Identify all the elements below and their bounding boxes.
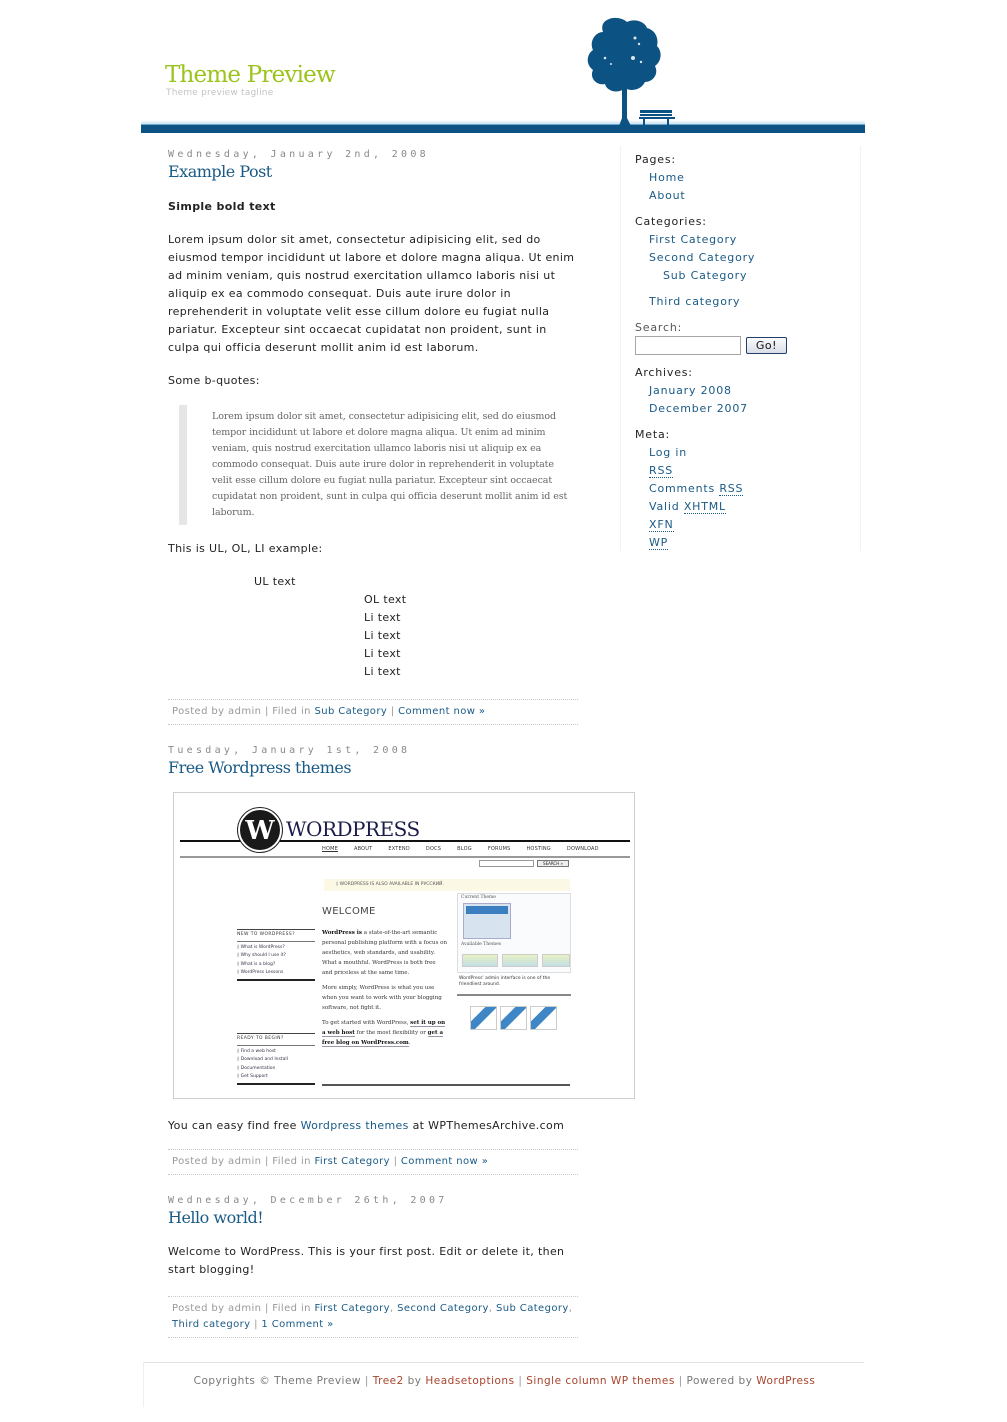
rss-abbr: RSS xyxy=(719,482,744,495)
sidebar-page-home[interactable]: Home xyxy=(649,171,685,184)
screenshot-heading: READY TO BEGIN? xyxy=(237,1033,315,1046)
screenshot-text: To get started with WordPress, xyxy=(322,1020,411,1026)
post-title-link[interactable]: Hello world! xyxy=(168,1208,264,1227)
screenshot-notice: ◊ WORDPRESS IS ALSO AVAILABLE IN РУССКИЙ. xyxy=(324,879,570,891)
comma: , xyxy=(488,1303,496,1314)
screenshot-rule xyxy=(237,979,315,981)
li-item: Li text xyxy=(364,647,401,660)
meta-valid-xhtml-link[interactable] xyxy=(649,500,726,513)
meta-comments-rss-link[interactable] xyxy=(649,482,743,495)
comments-label: Comments xyxy=(649,482,720,495)
category-link[interactable]: Third category xyxy=(172,1319,251,1330)
site-tagline: Theme preview tagline xyxy=(166,88,274,98)
main-content xyxy=(168,148,599,1338)
valid-label: Valid xyxy=(649,500,684,513)
post-body xyxy=(168,198,578,681)
comma: , xyxy=(389,1303,398,1314)
screenshot-nav-item: ABOUT xyxy=(353,846,373,852)
post-free-wordpress-themes xyxy=(168,744,599,1175)
screenshot-side-item: ◊ Find a web host xyxy=(237,1048,276,1054)
screenshot-side-item: ◊ Get Support xyxy=(237,1074,268,1079)
wordpress-wordmark: WORDPRESS xyxy=(286,817,420,841)
ul-item: UL text xyxy=(254,575,296,588)
screenshot-side-item: ◊ What is a blog? xyxy=(237,961,276,967)
footer-text xyxy=(144,1375,865,1387)
screenshot-side-item: ◊ Documentation xyxy=(237,1065,276,1071)
site-title[interactable]: Theme Preview xyxy=(165,62,335,88)
header-ground-bar xyxy=(141,124,865,133)
screenshot-admin-preview xyxy=(457,893,571,973)
screenshot-rule xyxy=(322,1084,570,1086)
sidebar xyxy=(620,146,861,551)
archive-january-2008[interactable]: January 2008 xyxy=(649,384,732,397)
archive-december-2007[interactable]: December 2007 xyxy=(649,402,748,415)
bquote-label: Some b-quotes: xyxy=(168,374,260,387)
screenshot-theme-thumb xyxy=(462,954,498,967)
category-link[interactable]: Sub Category xyxy=(314,706,388,717)
search-input[interactable] xyxy=(635,336,741,355)
meta-xfn-link[interactable] xyxy=(649,518,674,531)
screenshot-link: set it up on a web host xyxy=(322,1020,446,1036)
screenshot-text: More simply, WordPress is what you use when you want to work with your blogging software, not fight it. xyxy=(322,985,442,1011)
screenshot-nav-item: EXTEND xyxy=(388,846,410,852)
screenshot-nav-item: HOSTING xyxy=(526,846,551,852)
screenshot-theme-thumb xyxy=(463,903,511,939)
posted-by-text: Posted by admin | Filed in xyxy=(172,706,315,717)
screenshot-side-item: ◊ What is WordPress? xyxy=(237,944,285,950)
meta-heading: Meta: xyxy=(635,428,671,441)
screenshot-lead: WordPress is xyxy=(322,930,362,936)
post-hello-world xyxy=(168,1194,578,1338)
screenshot-thumb xyxy=(500,1006,527,1030)
post-body xyxy=(168,1117,578,1136)
screenshot-rule xyxy=(180,856,630,858)
screenshot-nav xyxy=(322,846,615,852)
screenshot-rule xyxy=(457,994,571,996)
wordpress-link[interactable]: WordPress xyxy=(756,1375,816,1387)
search-go-button[interactable]: Go! xyxy=(746,337,787,354)
post-date: Wednesday, January 2nd, 2008 xyxy=(168,149,429,160)
screenshot-caption: WordPress' admin interface is one of the friendliest around. xyxy=(459,976,551,987)
screenshot-welcome-text: WordPress is a state-of-the-art semantic personal publishing platform with a focus on aesthetics, web standards, and usability. What a mouthful. WordPress is both free and priceless at the same time. More simply, WordPress is what you use when you want to work with your blogging software, not fight it. To get started with WordPress, set it up on a web host for the most flexibility or get a free blog on WordPress.com. xyxy=(322,930,448,1046)
screenshot-side-item: ◊ Why should I use it? xyxy=(237,953,286,958)
wordpress-logo-icon: W xyxy=(238,808,282,852)
screenshot-welcome: WELCOME xyxy=(322,906,376,917)
tree2-link[interactable]: Tree2 xyxy=(372,1375,404,1387)
copyright-text: Copyrights © Theme Preview xyxy=(193,1375,362,1387)
blockquote: Lorem ipsum dolor sit amet, consectetur adipisicing elit, sed do eiusmod tempor incididunt ut labore et dolore magna aliqua. Ut enim ad minim veniam, quis nostrud exercitation ullamco laboris nisi ut aliquip ex ea commodo consequat. Duis aute irure dolor in reprehenderit in voluptate velit esse cillum dolore eu fugiat nulla pariatur. Excepteur sint occaecat cupidatat non proident, sunt in culpa qui officia deserunt mollit anim id est laborum. xyxy=(179,405,577,525)
meta-separator: | xyxy=(250,1319,262,1330)
archives-heading: Archives: xyxy=(635,366,693,379)
comma: , xyxy=(568,1303,573,1314)
bold-text: Simple bold text xyxy=(168,200,276,213)
li-item: Li text xyxy=(364,611,401,624)
posted-by-text: Posted by admin | Filed in xyxy=(172,1303,315,1314)
li-item: Li text xyxy=(364,665,401,678)
screenshot-nav-item: BLOG xyxy=(457,846,472,852)
meta-separator: | xyxy=(387,706,399,717)
screenshot-search-box xyxy=(479,860,534,867)
comment-link[interactable]: Comment now » xyxy=(398,706,486,717)
post-meta xyxy=(168,699,578,725)
xhtml-abbr: XHTML xyxy=(683,500,726,513)
headsetoptions-link[interactable]: Headsetoptions xyxy=(425,1375,515,1387)
category-link[interactable]: Second Category xyxy=(397,1303,489,1314)
sidebar-category-second[interactable]: Second Category xyxy=(649,251,756,264)
ol-list xyxy=(364,591,578,681)
screenshot-side-item: ◊ WordPress Lessons xyxy=(237,970,284,975)
comment-link[interactable]: Comment now » xyxy=(400,1156,489,1167)
wordpress-screenshot-image xyxy=(173,792,635,1099)
comment-link[interactable]: 1 Comment » xyxy=(261,1319,334,1330)
screenshot-new-box xyxy=(237,929,315,981)
screenshot-thumb xyxy=(470,1006,497,1030)
post-date: Wednesday, December 26th, 2007 xyxy=(168,1195,448,1206)
paragraph: Lorem ipsum dolor sit amet, consectetur adipisicing elit, sed do eiusmod tempor incididunt ut labore et dolore magna aliqua. Ut enim ad minim veniam, quis nostrud exercitation ullamco laboris nisi ut aliquip ex ea commodo consequat. Duis aute irure dolor in reprehenderit in voluptate velit esse cillum dolore eu fugiat nulla pariatur. Excepteur sint occaecat cupidatat non proident, sunt in culpa qui officia deserunt mollit anim id est laborum. xyxy=(168,233,575,354)
screenshot-search-button: SEARCH » xyxy=(537,860,569,867)
footer-separator: | xyxy=(361,1375,373,1387)
single-column-themes-link[interactable]: Single column WP themes xyxy=(526,1375,675,1387)
screenshot-thumb xyxy=(530,1006,557,1030)
category-link[interactable]: First Category xyxy=(314,1303,390,1314)
screenshot-label: Available Themes xyxy=(461,942,502,947)
footer-separator: | xyxy=(674,1375,687,1387)
tree-bench-illustration-icon xyxy=(579,14,679,129)
screenshot-nav-item: DOWNLOAD xyxy=(566,846,599,852)
sidebar-page-about[interactable]: About xyxy=(649,189,686,202)
posted-by-text: Posted by admin | Filed in xyxy=(172,1156,315,1167)
body-text: at WPThemesArchive.com xyxy=(408,1119,565,1132)
post-example xyxy=(168,148,578,725)
post-date: Tuesday, January 1st, 2008 xyxy=(168,745,411,756)
screenshot-text: for the most flexibility or xyxy=(354,1030,428,1036)
screenshot-side-item: ◊ Download and Install xyxy=(237,1057,288,1062)
screenshot-nav-item: DOCS xyxy=(425,846,442,852)
pages-heading: Pages: xyxy=(635,153,676,166)
screenshot-ready-box xyxy=(237,1033,315,1085)
screenshot-theme-thumb xyxy=(502,954,538,967)
screenshot-theme-thumb xyxy=(542,954,570,967)
category-link[interactable]: Sub Category xyxy=(496,1303,569,1314)
site-footer xyxy=(143,1362,864,1407)
screenshot-nav-item: FORUMS xyxy=(487,846,511,852)
screenshot-label: Current Theme xyxy=(461,895,496,900)
sidebar-category-sub[interactable]: Sub Category xyxy=(663,269,748,282)
list-label: This is UL, OL, LI example: xyxy=(168,542,323,555)
post-title-link[interactable]: Example Post xyxy=(168,162,272,181)
powered-by-text: Powered by xyxy=(686,1375,757,1387)
post-body: Welcome to WordPress. This is your first post. Edit or delete it, then start blogging! xyxy=(168,1245,565,1276)
screenshot-rule xyxy=(237,1083,315,1085)
category-link[interactable]: First Category xyxy=(314,1156,390,1167)
search-heading: Search: xyxy=(635,321,683,334)
meta-wp-link[interactable] xyxy=(649,536,668,549)
wp-abbr: WP xyxy=(649,536,669,549)
by-text: by xyxy=(403,1375,426,1387)
xfn-abbr: XFN xyxy=(649,518,674,531)
sidebar-category-third[interactable]: Third category xyxy=(649,295,741,308)
post-title-link[interactable]: Free Wordpress themes xyxy=(168,758,352,777)
site-header xyxy=(141,0,865,135)
categories-heading: Categories: xyxy=(635,215,707,228)
wordpress-themes-link[interactable]: Wordpress themes xyxy=(300,1119,409,1132)
screenshot-nav-item: HOME xyxy=(322,846,338,852)
screenshot-text: a state-of-the-art semantic personal publishing platform with a focus on aesthetics, web standards, and usability. What a mouthful. WordPress is both free and priceless at the same time. xyxy=(322,930,448,976)
meta-separator: | xyxy=(389,1156,401,1167)
meta-rss-link[interactable] xyxy=(649,464,673,477)
ol-item: OL text xyxy=(364,593,407,606)
li-item: Li text xyxy=(364,629,401,642)
screenshot-link: get a free blog on WordPress.com xyxy=(322,1030,444,1046)
footer-separator: | xyxy=(514,1375,527,1387)
sidebar-category-first[interactable]: First Category xyxy=(649,233,738,246)
post-meta xyxy=(168,1296,578,1338)
rss-abbr: RSS xyxy=(649,464,674,477)
body-text: You can easy find free xyxy=(168,1119,301,1132)
post-meta xyxy=(168,1149,578,1175)
screenshot-heading: NEW TO WORDPRESS? xyxy=(237,929,315,942)
meta-login-link[interactable]: Log in xyxy=(649,446,687,459)
